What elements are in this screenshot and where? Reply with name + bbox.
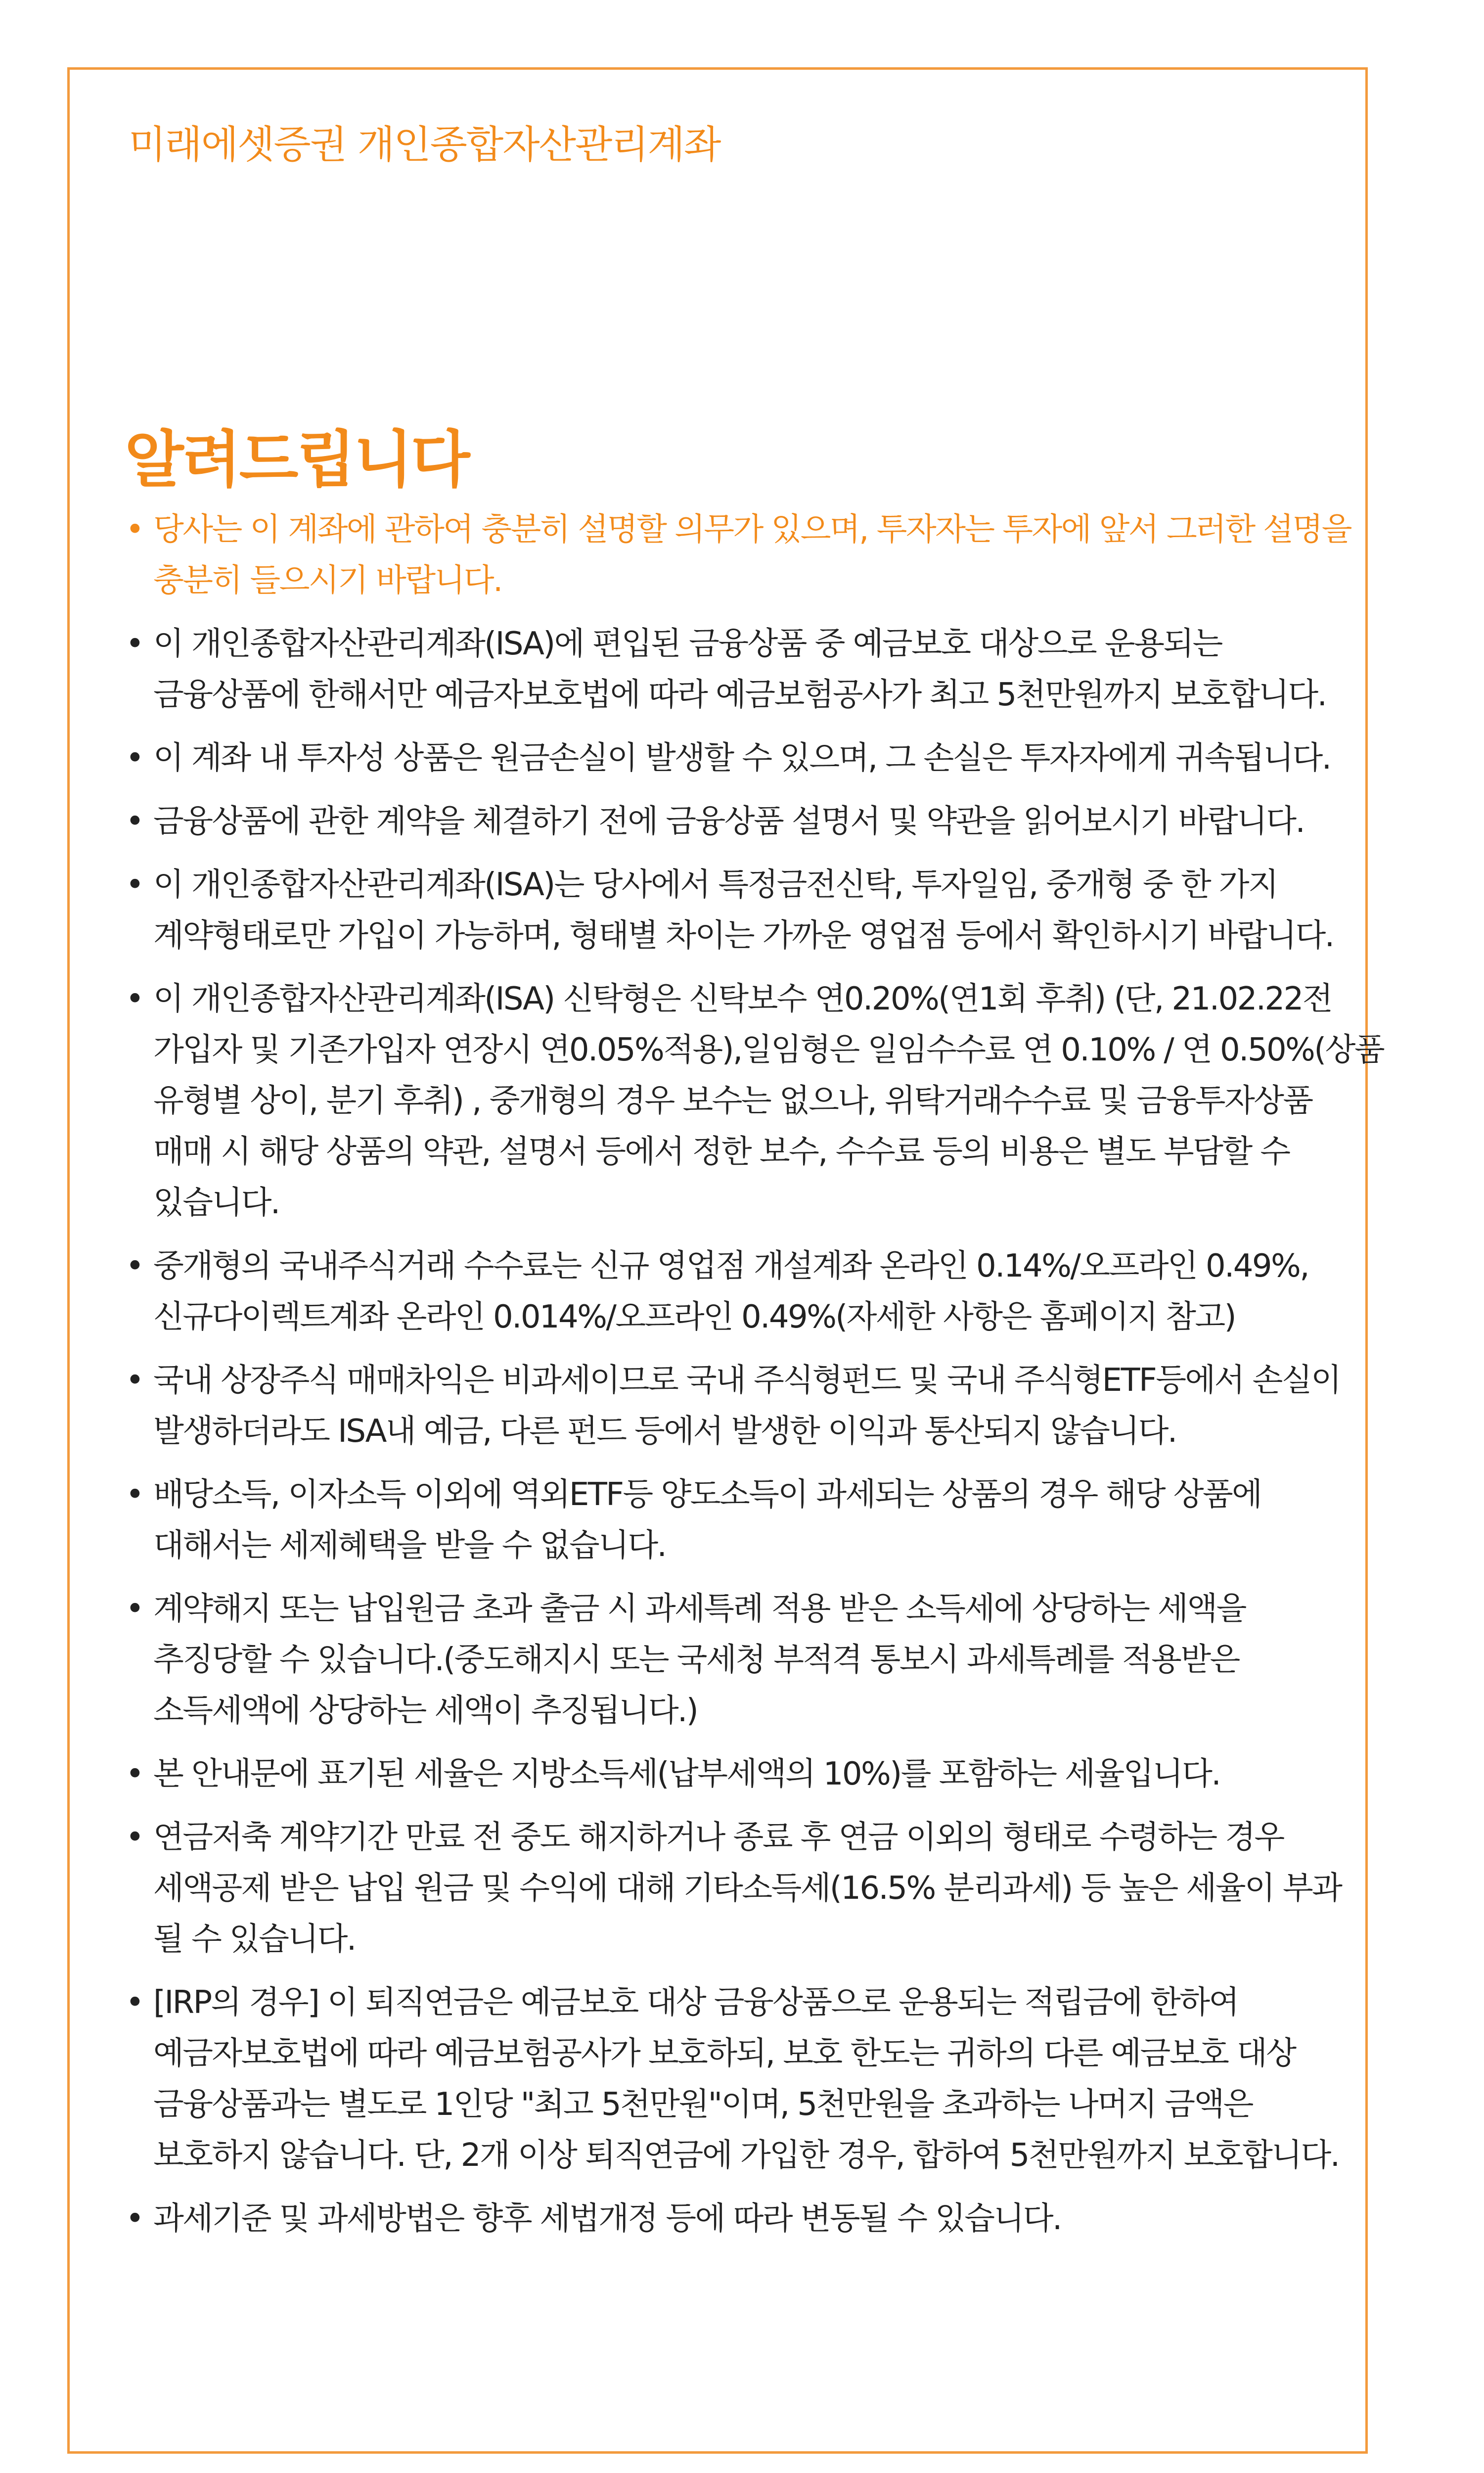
notice-line: [IRP의 경우] 이 퇴직연금은 예금보호 대상 금융상품으로 운용되는 적립금에 한하여: [153, 1984, 1238, 2021]
notice-text: [153, 974, 1414, 1229]
notice-line: 계약해지 또는 납입원금 초과 출금 시 과세특례 적용 받은 소득세에 상당하는 세액을: [153, 1591, 1246, 1627]
notice-item-3: [124, 733, 1414, 784]
bullet-icon: •: [126, 1984, 143, 2021]
notice-line: 연금저축 계약기간 만료 전 중도 해지하거나 종료 후 연금 이외의 형태로 수령하는 경우: [153, 1819, 1284, 1856]
notice-line: 당사는 이 계좌에 관하여 충분히 설명할 의무가 있으며, 투자자는 투자에 앞서 그러한 설명을: [153, 511, 1351, 548]
notice-text: [153, 1469, 1414, 1571]
notice-line: 금융상품에 관한 계약을 체결하기 전에 금융상품 설명서 및 약관을 읽어보시기 바랍니다.: [153, 803, 1304, 840]
notice-text: [153, 504, 1414, 606]
bullet-icon: •: [126, 1248, 143, 1284]
notice-item-6: [124, 974, 1414, 1229]
notice-text: [153, 733, 1414, 784]
bullet-icon: •: [126, 2200, 143, 2237]
notice-line: 국내 상장주식 매매차익은 비과세이므로 국내 주식형펀드 및 국내 주식형ETF등에서 손실이: [153, 1362, 1341, 1399]
notice-line: 있습니다.: [153, 1185, 279, 1221]
notice-line: 세액공제 받은 납입 원금 및 수익에 대해 기타소득세(16.5% 분리과세) 등 높은 세율이 부과: [153, 1870, 1342, 1907]
notice-text: [153, 2194, 1414, 2244]
notice-item-12: [124, 1812, 1414, 1965]
notice-item-9: [124, 1469, 1414, 1571]
notice-item-11: [124, 1749, 1414, 1800]
notice-line: 배당소득, 이자소득 이외에 역외ETF등 양도소득이 과세되는 상품의 경우 해당 상품에: [153, 1476, 1261, 1513]
notice-line: 유형별 상이, 분기 후취) , 중개형의 경우 보수는 없으나, 위탁거래수수료 및 금융투자상품: [153, 1083, 1312, 1119]
bullet-icon: •: [126, 511, 143, 548]
notice-line: 충분히 들으시기 바랍니다.: [153, 562, 502, 599]
notice-line: 보호하지 않습니다. 단, 2개 이상 퇴직연금에 가입한 경우, 합하여 5천만원까지 보호합니다.: [153, 2137, 1339, 2174]
notice-text: [153, 1355, 1414, 1457]
notice-line: 신규다이렉트계좌 온라인 0.014%/오프라인 0.49%(자세한 사항은 홈페이지 참고): [153, 1299, 1235, 1335]
notice-line: 중개형의 국내주식거래 수수료는 신규 영업점 개설계좌 온라인 0.14%/오프라인 0.49%,: [153, 1248, 1308, 1284]
bullet-icon: •: [126, 981, 143, 1017]
bullet-icon: •: [126, 1819, 143, 1856]
brand-title: 미래에셋증권 개인종합자산관리계좌: [129, 123, 720, 167]
bullet-icon: •: [126, 1362, 143, 1399]
notice-item-7: [124, 1241, 1414, 1343]
notice-item-2: [124, 619, 1414, 721]
notice-item-13: [124, 1977, 1414, 2181]
notice-line: 매매 시 해당 상품의 약관, 설명서 등에서 정한 보수, 수수료 등의 비용은 별도 부담할 수: [153, 1134, 1290, 1170]
notice-line: 추징당할 수 있습니다.(중도해지시 또는 국세청 부적격 통보시 과세특례를 적용받은: [153, 1642, 1239, 1678]
notice-line: 될 수 있습니다.: [153, 1921, 356, 1958]
notice-list: [124, 504, 1414, 2257]
notice-item-5: [124, 860, 1414, 962]
notice-text: [153, 1977, 1414, 2181]
notice-item-4: [124, 796, 1414, 847]
notice-line: 본 안내문에 표기된 세율은 지방소득세(납부세액의 10%)를 포함하는 세율입니다.: [153, 1756, 1220, 1792]
notice-line: 이 계좌 내 투자성 상품은 원금손실이 발생할 수 있으며, 그 손실은 투자자에게 귀속됩니다.: [153, 740, 1331, 777]
bullet-icon: •: [126, 626, 143, 662]
notice-text: [153, 1749, 1414, 1800]
notice-text: [153, 796, 1414, 847]
notice-line: 발생하더라도 ISA내 예금, 다른 펀드 등에서 발생한 이익과 통산되지 않습니다.: [153, 1413, 1176, 1450]
notice-text: [153, 1584, 1414, 1737]
notice-item-14: [124, 2194, 1414, 2244]
notice-item-8: [124, 1355, 1414, 1457]
notice-line: 이 개인종합자산관리계좌(ISA) 신탁형은 신탁보수 연0.20%(연1회 후취) (단, 21.02.22전: [153, 981, 1332, 1017]
notice-line: 계약형태로만 가입이 가능하며, 형태별 차이는 가까운 영업점 등에서 확인하시기 바랍니다.: [153, 917, 1334, 954]
notice-text: [153, 1241, 1414, 1343]
notice-line: 이 개인종합자산관리계좌(ISA)는 당사에서 특정금전신탁, 투자일임, 중개형 중 한 가지: [153, 867, 1278, 903]
notice-item-10: [124, 1584, 1414, 1737]
bullet-icon: •: [126, 1756, 143, 1792]
notice-line: 대해서는 세제혜택을 받을 수 없습니다.: [153, 1527, 666, 1564]
bullet-icon: •: [126, 867, 143, 903]
notice-line: 금융상품과는 별도로 1인당 "최고 5천만원"이며, 5천만원을 초과하는 나머지 금액은: [153, 2086, 1253, 2123]
notice-line: 이 개인종합자산관리계좌(ISA)에 편입된 금융상품 중 예금보호 대상으로 운용되는: [153, 626, 1222, 662]
notice-heading: 알려드립니다: [125, 424, 468, 496]
notice-line: 소득세액에 상당하는 세액이 추징됩니다.): [153, 1693, 698, 1729]
bullet-icon: •: [126, 1591, 143, 1627]
notice-line: 과세기준 및 과세방법은 향후 세법개정 등에 따라 변동될 수 있습니다.: [153, 2200, 1061, 2237]
notice-line: 가입자 및 기존가입자 연장시 연0.05%적용),일임형은 일임수수료 연 0.10% / 연 0.50%(상품: [153, 1032, 1384, 1068]
notice-text: [153, 1812, 1414, 1965]
notice-line: 금융상품에 한해서만 예금자보호법에 따라 예금보험공사가 최고 5천만원까지 보호합니다.: [153, 677, 1326, 713]
notice-text: [153, 860, 1414, 962]
bullet-icon: •: [126, 803, 143, 840]
notice-text: [153, 619, 1414, 721]
bullet-icon: •: [126, 1476, 143, 1513]
bullet-icon: •: [126, 740, 143, 777]
notice-item-1: [124, 504, 1414, 606]
notice-line: 예금자보호법에 따라 예금보험공사가 보호하되, 보호 한도는 귀하의 다른 예금보호 대상: [153, 2035, 1296, 2072]
